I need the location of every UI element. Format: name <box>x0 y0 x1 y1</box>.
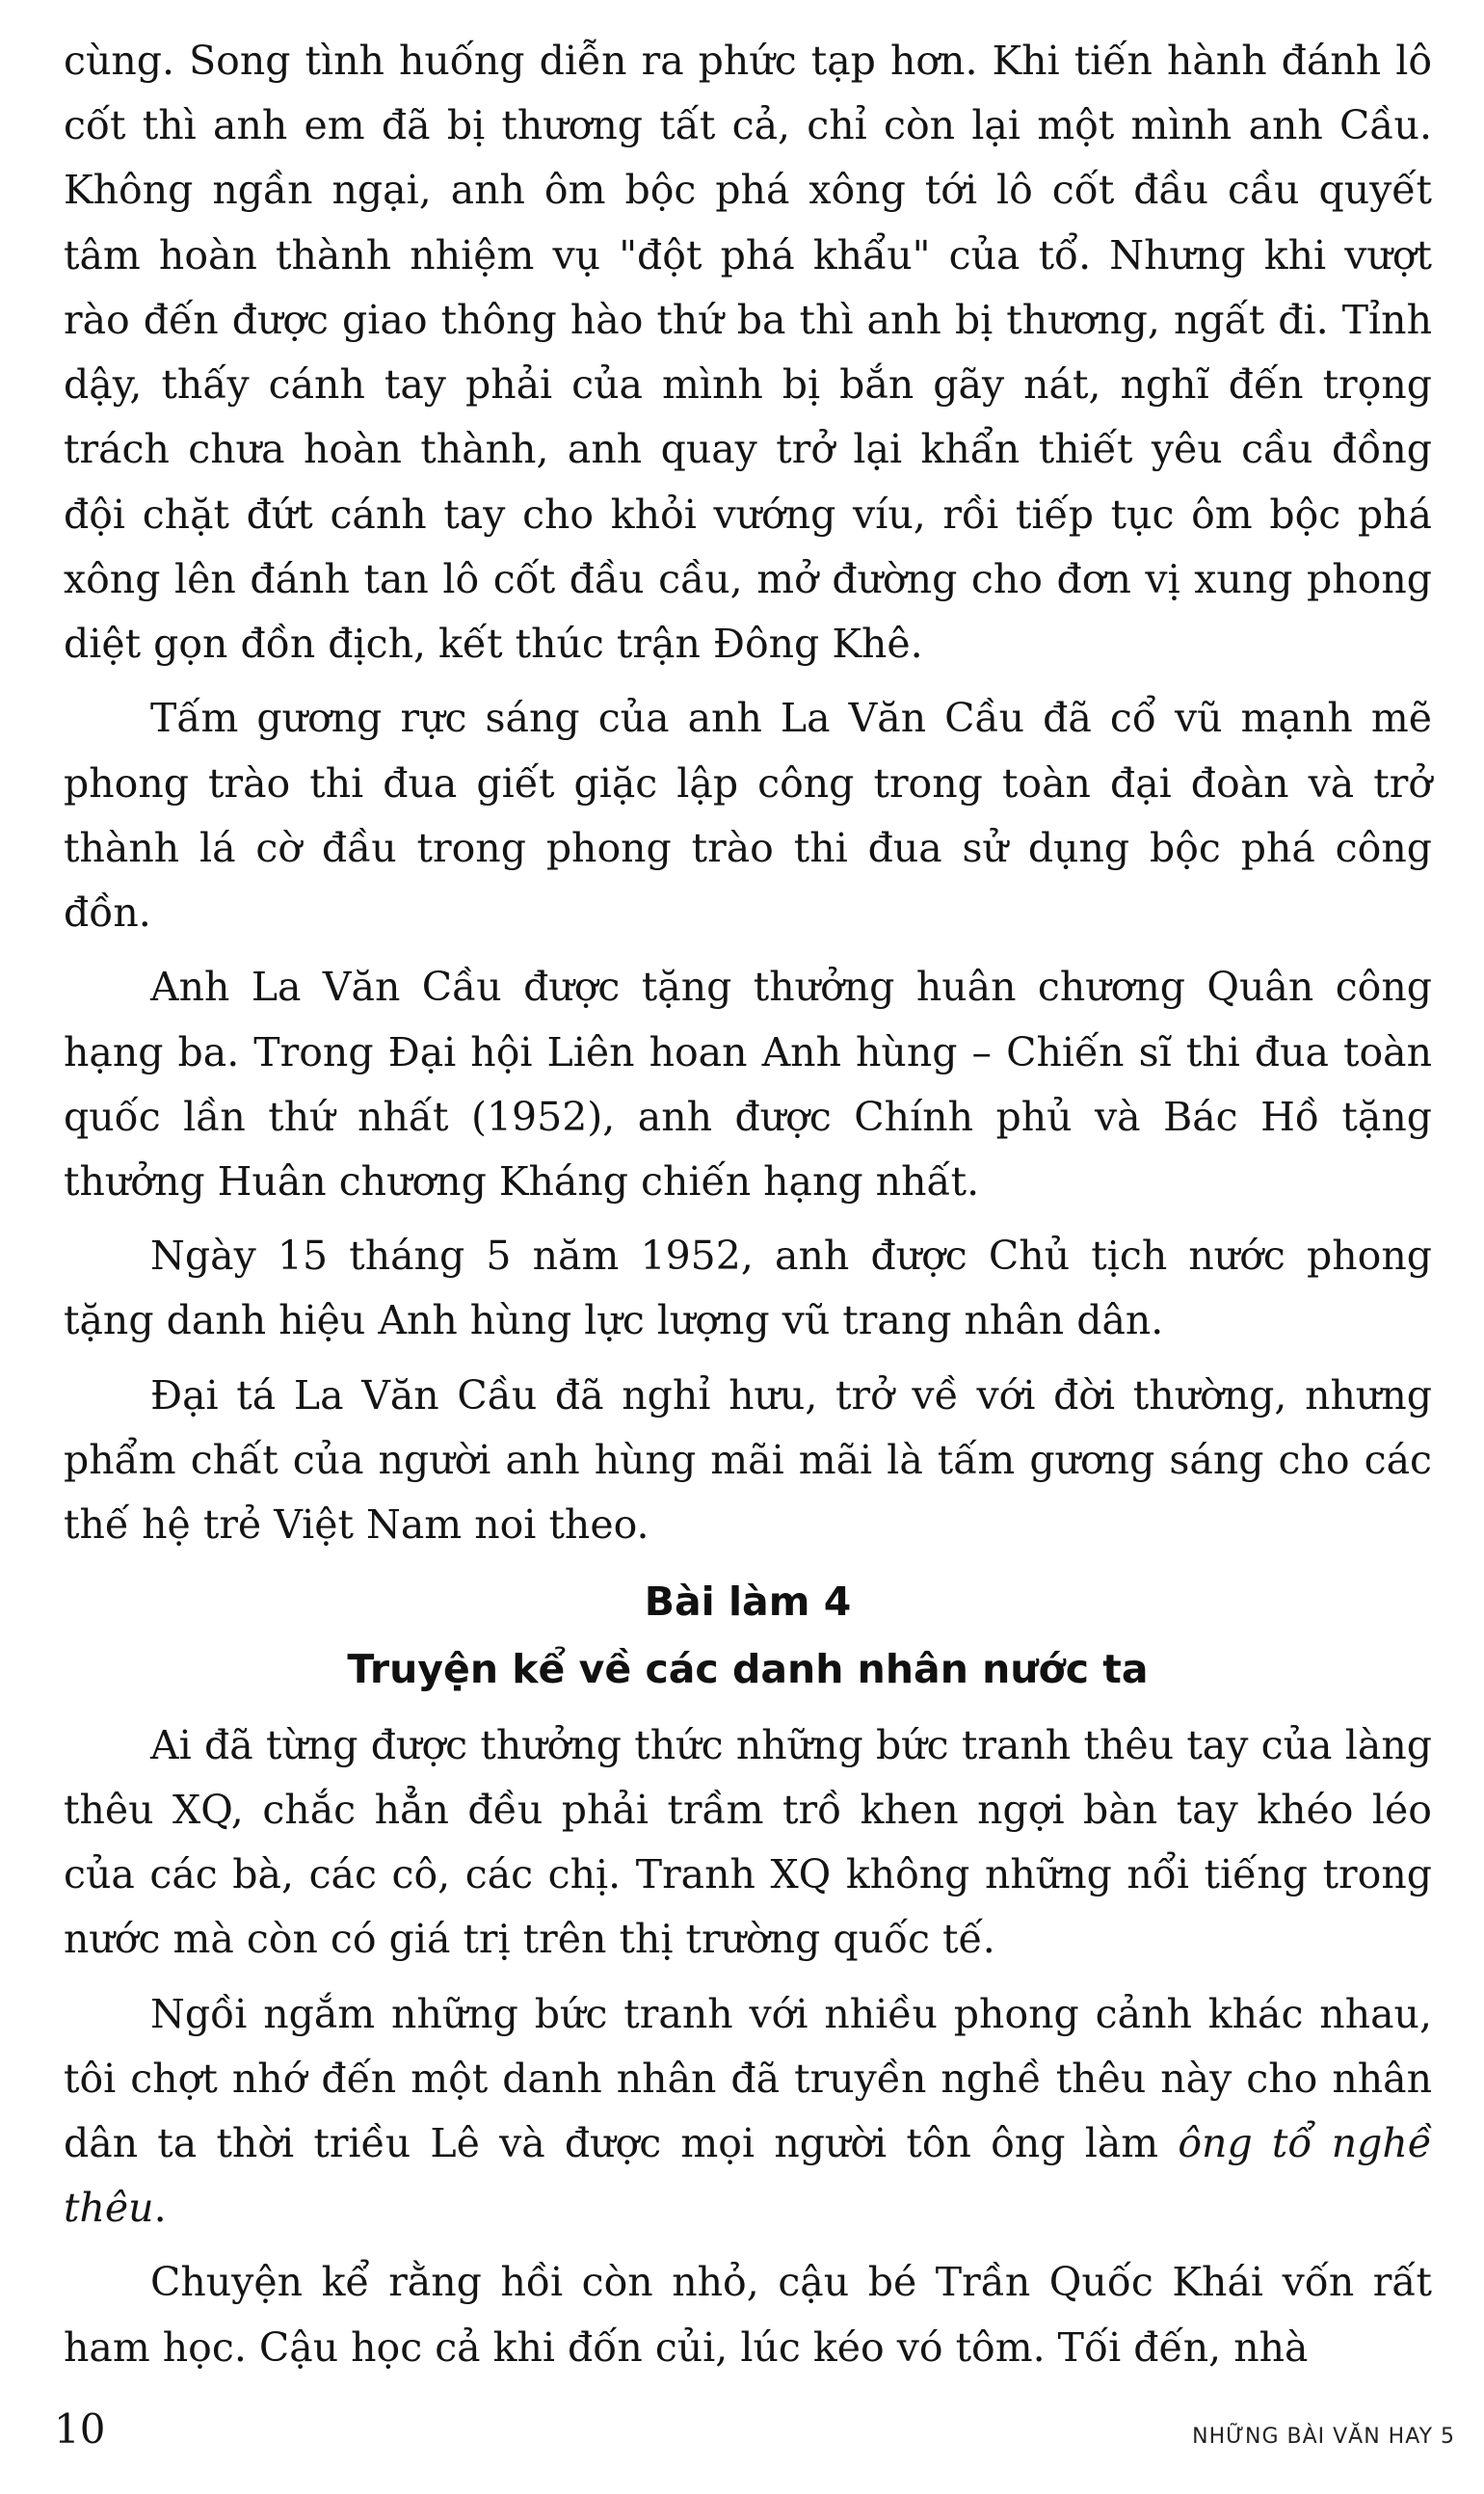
paragraph-2: Tấm gương rực sáng của anh La Văn Cầu đã cổ vũ mạnh mẽ phong trào thi đua giết giặc lập công trong toàn đại đoàn và trở thành lá cờ đầu trong phong trào thi đua sử dụng bộc phá công đồn. <box>64 695 1432 937</box>
body-text <box>64 29 1432 2390</box>
page-number: 10 <box>54 2405 106 2453</box>
paragraph-6: Ai đã từng được thưởng thức những bức tranh thêu tay của làng thêu XQ, chắc hẳn đều phải trầm trồ khen ngợi bàn tay khéo léo của các bà, các cô, các chị. Tranh XQ không những nổi tiếng trong nước mà còn có giá trị trên thị trường quốc tế. <box>64 1721 1432 1963</box>
paragraph-3: Anh La Văn Cầu được tặng thưởng huân chương Quân công hạng ba. Trong Đại hội Liên hoan Anh hùng – Chiến sĩ thi đua toàn quốc lần thứ nhất (1952), anh được Chính phủ và Bác Hồ tặng thưởng Huân chương Kháng chiến hạng nhất. <box>64 964 1432 1205</box>
paragraph-4: Ngày 15 tháng 5 năm 1952, anh được Chủ tịch nước phong tặng danh hiệu Anh hùng lực lượng vũ trang nhân dân. <box>64 1233 1432 1344</box>
paragraph-7 <box>64 1982 1432 2242</box>
paragraph-8: Chuyện kể rằng hồi còn nhỏ, cậu bé Trần Quốc Khái vốn rất ham học. Cậu học cả khi đốn củi, lúc kéo vó tôm. Tối đến, nhà <box>64 2259 1432 2371</box>
section-title: Bài làm 4 <box>644 1579 852 1626</box>
paragraph-7-italic: ông tổ nghề thêu <box>64 2119 1432 2232</box>
paragraph-7-text: Ngồi ngắm những bức tranh với nhiều phong cảnh khác nhau, tôi chợt nhớ đến một danh nhân đã truyền nghề thêu này cho nhân dân ta thời triều Lê và được mọi người tôn ông làm <box>64 1990 1432 2166</box>
paragraph-1: cùng. Song tình huống diễn ra phức tạp hơn. Khi tiến hành đánh lô cốt thì anh em đã bị thương tất cả, chỉ còn lại một mình anh Cầu. Không ngần ngại, anh ôm bộc phá xông tới lô cốt đầu cầu quyết tâm hoàn thành nhiệm vụ "đột phá khẩu" của tổ. Nhưng khi vượt rào đến được giao thông hào thứ ba thì anh bị thương, ngất đi. Tỉnh dậy, thấy cánh tay phải của mình bị bắn gãy nát, nghĩ đến trọng trách chưa hoàn thành, anh quay trở lại khẩn thiết yêu cầu đồng đội chặt đứt cánh tay cho khỏi vướng víu, rồi tiếp tục ôm bộc phá xông lên đánh tan lô cốt đầu cầu, mở đường cho đơn vị xung phong diệt gọn đồn địch, kết thúc trận Đông Khê. <box>64 38 1432 668</box>
paragraph-7-end: . <box>153 2185 167 2232</box>
running-footer-title: NHỮNG BÀI VĂN HAY 5 <box>1192 2425 1455 2449</box>
paragraph-5: Đại tá La Văn Cầu đã nghỉ hưu, trở về với đời thường, nhưng phẩm chất của người anh hùng mãi mãi là tấm gương sáng cho các thế hệ trẻ Việt Nam noi theo. <box>64 1371 1432 1549</box>
section-subtitle: Truyện kể về các danh nhân nước ta <box>347 1645 1149 1692</box>
